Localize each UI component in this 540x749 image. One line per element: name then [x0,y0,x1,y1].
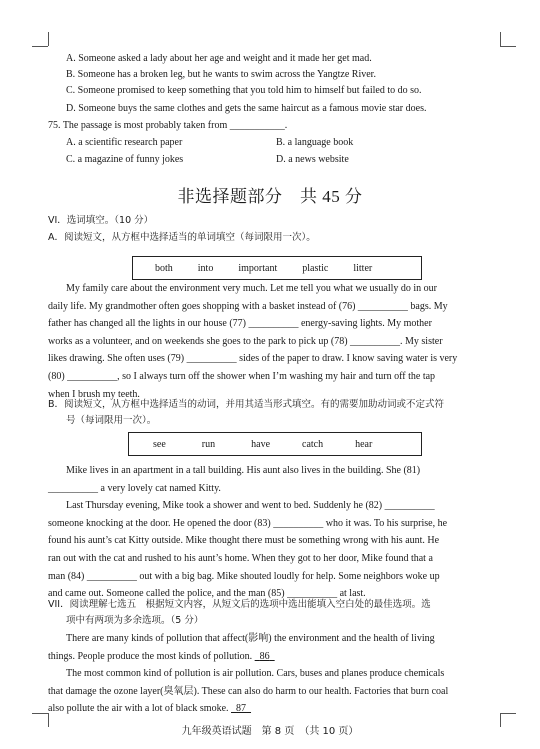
passage-c-line: things. People produce the most kinds of pollution. 86 [48,648,502,666]
crop-mark-bottom-right [500,713,516,714]
section6-part-a-instruction: A．阅读短文，从方框中选择适当的单词填空（每词限用一次）。 [48,232,316,243]
blank-87: 87 [236,703,247,715]
passage-b-line: someone knocking at the door. He opened the door (83) __________ who it was. To his surprise, he [48,517,448,529]
passage-b-line: man (84) __________ out with a big bag. Mike shouted loudly for help. Some neighbors woke up [48,570,440,582]
q74-option-c: C. Someone promised to keep something that you told him to himself but failed to do so. [66,85,422,96]
word-box-a-word: important [238,262,278,274]
passage-c-line: that damage the ozone layer(臭氧层). These can also do harm to our health. Factories that burn coal [48,685,449,697]
word-box-a-word: litter [353,262,373,274]
section7-heading-2: 项中有两项为多余选项。（5 分） [66,615,204,626]
passage-a [48,280,502,403]
passage-c-line: There are many kinds of pollution that affect(影响) the environment and the health of living [66,633,435,644]
word-box-a-word: both [155,262,173,274]
section-title: 非选择题部分 共 45 分 [177,187,363,206]
word-box-a-word: into [197,262,214,274]
passage-a-line: daily life. My grandmother often goes shopping with a basket instead of (76) __________ bags. My [48,300,448,312]
crop-mark-top-right-v [500,32,501,46]
word-box-a-word: plastic [302,262,329,274]
passage-a-line: when I brush my teeth. [48,388,140,400]
passage-b [48,462,502,603]
page-footer: 九年级英语试题 第 8 页 （共 10 页） [181,726,359,737]
blank-86: 86 [259,650,270,662]
crop-mark-top-left [32,46,48,47]
passage-a-line: father has changed all the lights in our house (77) __________ energy-saving lights. My mother [48,318,432,330]
section6-part-b-instruction: B．阅读短文，从方框中选择适当的动词，并用其适当形式填空。有的需要加助动词或不定式符 [48,399,445,410]
word-box-b-word: run [201,438,216,450]
section7-heading: VII．阅读理解七选五 根据短文内容，从短文后的选项中选出能填入空白处的最佳选项。选 [48,599,431,610]
passage-b-line: Last Thursday evening, Mike took a shower and went to bed. Suddenly he (82) __________ [66,500,435,512]
passage-b-line: __________ a very lovely cat named Kitty. [48,482,221,494]
passage-a-line: works as a volunteer, and on weekends she goes to the park to pick up (78) __________. My sister [48,335,443,347]
passage-b-line: ran out with the cat and rushed to his aunt’s home. When they got to her door, Mike found that a [48,552,433,564]
word-box-b-word: have [251,438,271,450]
crop-mark-bottom-left [32,713,48,714]
word-box-b-word: see [153,438,166,450]
passage-a-line: My family care about the environment very much. Let me tell you what we usually do in our [66,283,438,294]
passage-c-line: also pollute the air with a lot of black smoke. 87 [48,700,502,718]
word-box-a [132,256,422,280]
word-box-b-word: hear [355,438,373,450]
passage-c [48,630,502,718]
section6-heading: VI．选词填空。（10 分） [48,215,154,226]
passage-c-line: The most common kind of pollution is air pollution. Cars, buses and planes produce chemicals [66,668,445,680]
word-box-b-word: catch [302,438,324,450]
q75-option-b: B. a language book [276,137,354,148]
passage-b-line: Mike lives in an apartment in a tall building. His aunt also lives in the building. She (81) [66,465,421,476]
passage-b-line: found his aunt’s cat Kitty outside. Mike thought there must be something wrong with his aunt. He [48,535,440,547]
q74-option-b: B. Someone has a broken leg, but he wants to swim across the Yangtze River. [66,69,376,80]
q75-stem: 75. The passage is most probably taken from ___________. [48,120,288,131]
passage-a-line: likes drawing. She often uses (79) __________ sides of the paper to draw. I know saving water is very [48,353,458,365]
q75-option-a: A. a scientific research paper [66,137,183,148]
section6-part-b-instruction-2: 号（每词限用一次）。 [66,415,157,426]
q74-option-a: A. Someone asked a lady about her age and weight and it made her get mad. [66,53,372,64]
crop-mark-top-left-v [48,32,49,46]
passage-a-line: (80) __________, so I always turn off the shower when I’m washing my hair and turn off the tap [48,370,436,382]
word-box-b [128,432,422,456]
q75-option-c: C. a magazine of funny jokes [66,154,184,165]
passage-b-line: and came out. Someone called the police, and the man (85) __________ at last. [48,588,366,600]
q75-option-d: D. a news website [276,154,349,165]
crop-mark-top-right [500,46,516,47]
q74-option-d: D. Someone buys the same clothes and gets the same haircut as a famous movie star does. [66,103,427,114]
